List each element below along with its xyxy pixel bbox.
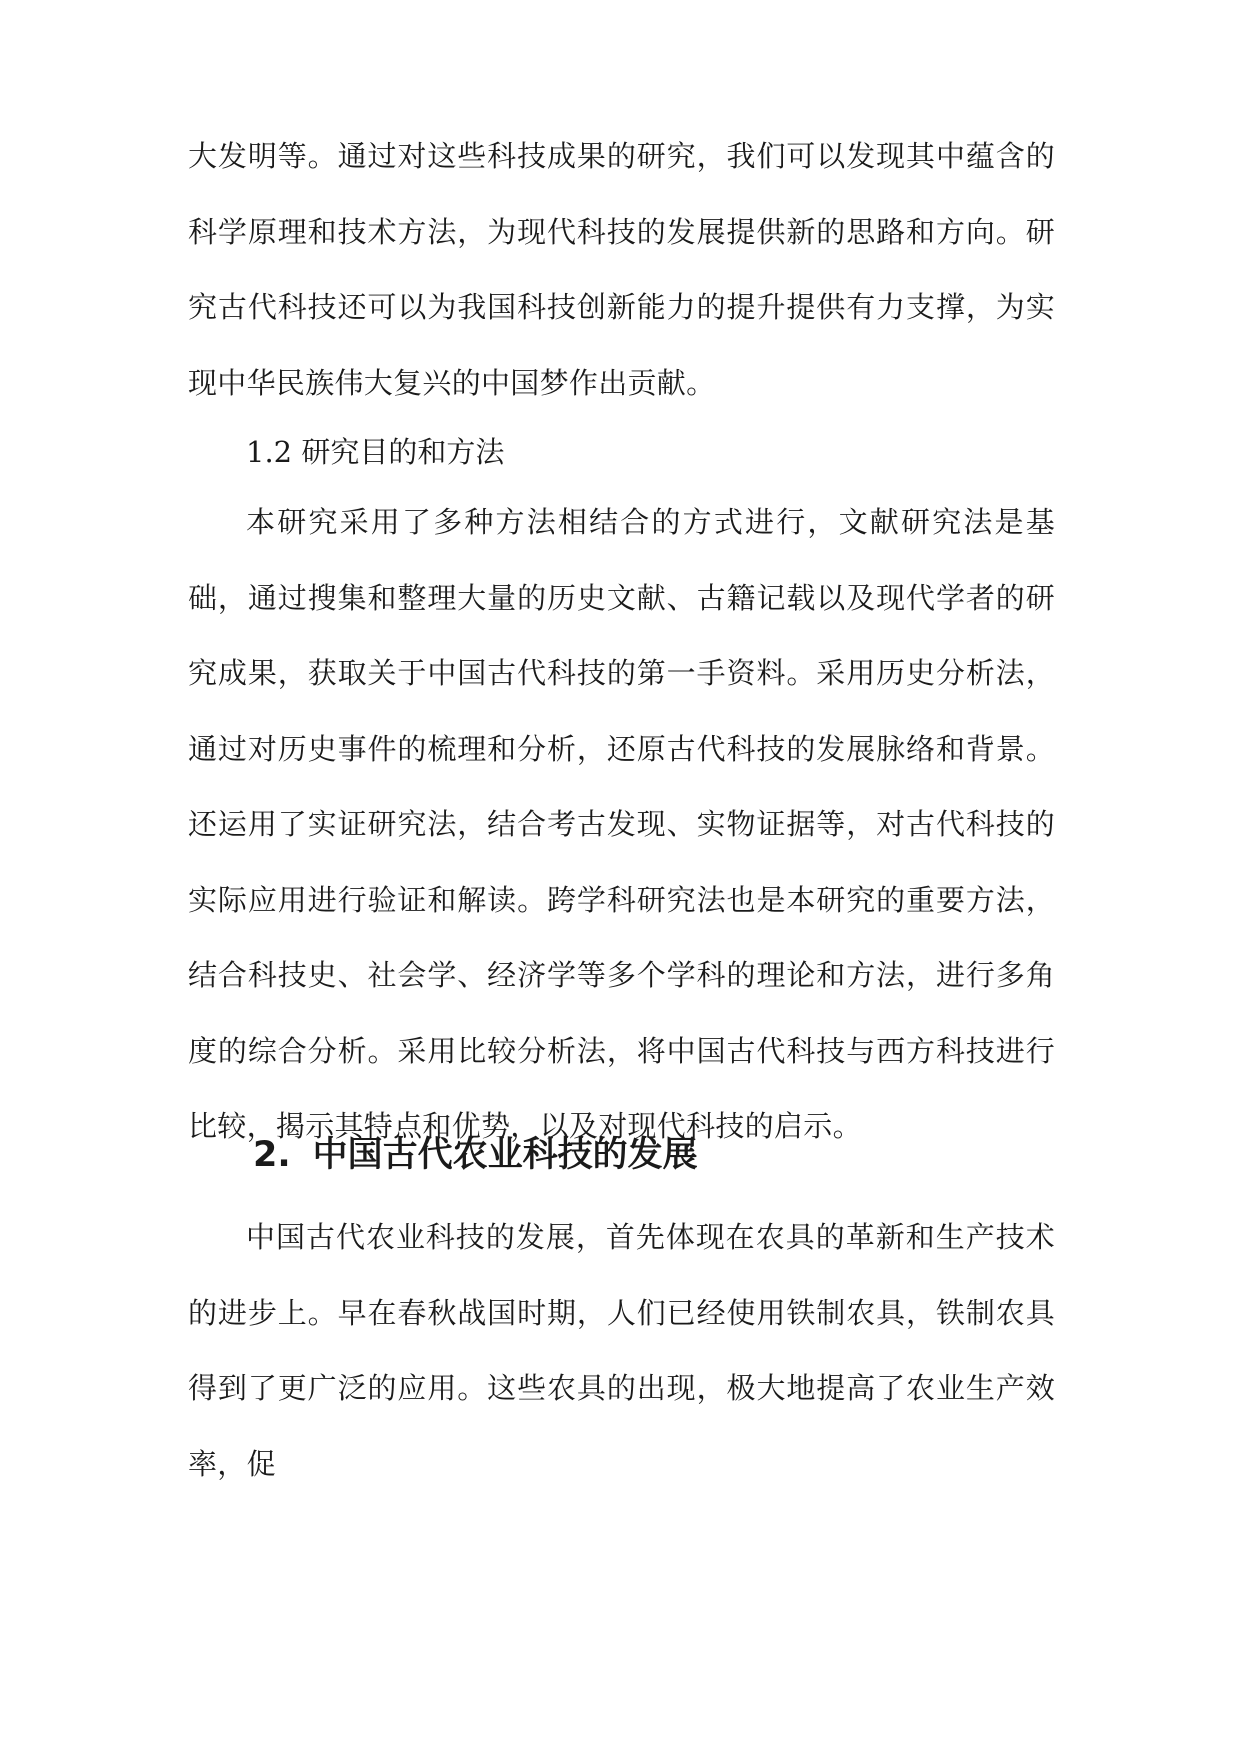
section-number: 2. bbox=[253, 1135, 291, 1175]
paragraph-intro-continued: 大发明等。通过对这些科技成果的研究，我们可以发现其中蕴含的科学原理和技术方法，为现代科技的发展提供新的思路和方向。研究古代科技还可以为我国科技创新能力的提升提供有力支撑，为实现中华民族伟大复兴的中国梦作出贡献。 bbox=[188, 139, 1055, 400]
section-heading-1-2: 1.2 研究目的和方法 bbox=[246, 435, 505, 469]
paragraph-research-methods: 本研究采用了多种方法相结合的方式进行，文献研究法是基础，通过搜集和整理大量的历史文献、古籍记载以及现代学者的研究成果，获取关于中国古代科技的第一手资料。采用历史分析法，通过对历史事件的梳理和分析，还原古代科技的发展脉络和背景。还运用了实证研究法，结合考古发现、实物证据等，对古代科技的实际应用进行验证和解读。跨学科研究法也是本研究的重要方法，结合科技史、社会学、经济学等多个学科的理论和方法，进行多角度的综合分析。采用比较分析法，将中国古代科技与西方科技进行比较，揭示其特点和优势，以及对现代科技的启示。 bbox=[188, 505, 1055, 1143]
section-heading-2 bbox=[253, 1133, 698, 1177]
paragraph-agriculture: 中国古代农业科技的发展，首先体现在农具的革新和生产技术的进步上。早在春秋战国时期，人们已经使用铁制农具，铁制农具得到了更广泛的应用。这些农具的出现，极大地提高了农业生产效率，促 bbox=[188, 1220, 1055, 1481]
section-title: 中国古代农业科技的发展 bbox=[312, 1135, 698, 1175]
